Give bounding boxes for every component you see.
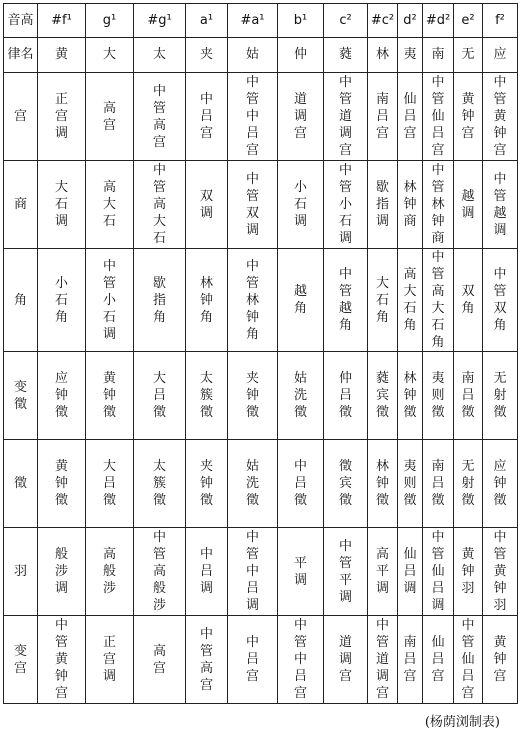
cell-text: 中管越调 <box>493 171 507 238</box>
row-label <box>4 616 38 704</box>
table-cell <box>228 73 278 161</box>
row-label-lvming: 律名 <box>4 38 38 73</box>
table-cell <box>368 440 398 528</box>
lvming-cell: 太 <box>134 38 186 73</box>
table-cell <box>324 440 368 528</box>
lvming-cell: 夹 <box>186 38 228 73</box>
table-cell <box>86 440 134 528</box>
pitch-header: b¹ <box>278 4 324 38</box>
cell-text: 双调 <box>199 188 213 221</box>
table-cell <box>398 616 423 704</box>
lvming-cell: 应 <box>483 38 518 73</box>
row-label-text: 变徵 <box>13 379 27 412</box>
cell-text: 徵宾徵 <box>338 459 352 508</box>
cell-text: 无射徵 <box>461 459 475 508</box>
pitch-header: #c² <box>368 4 398 38</box>
cell-text: 南吕宫 <box>403 635 417 684</box>
cell-text: 歇指调 <box>375 180 389 229</box>
cell-text: 中管黄钟羽 <box>493 530 507 613</box>
table-cell <box>423 161 454 249</box>
lvming-cell: 黄 <box>38 38 86 73</box>
row-label <box>4 528 38 616</box>
row-label-text: 商 <box>13 197 27 212</box>
cell-text: 仲吕徵 <box>338 371 352 420</box>
table-cell <box>454 528 483 616</box>
table-cell <box>134 73 186 161</box>
cell-text: 般涉调 <box>54 547 68 596</box>
cell-text: 南吕宫 <box>375 92 389 141</box>
cell-text: 高般涉 <box>102 547 116 596</box>
table-cell <box>324 352 368 440</box>
table-cell <box>278 440 324 528</box>
cell-text: 仙吕调 <box>403 547 417 596</box>
table-cell <box>86 616 134 704</box>
lvming-cell: 姑 <box>228 38 278 73</box>
table-cell <box>86 73 134 161</box>
cell-text: 林钟角 <box>199 275 213 325</box>
table-cell <box>134 440 186 528</box>
cell-text: 道调宫 <box>338 635 352 684</box>
cell-text: 歇指角 <box>152 275 166 325</box>
table-cell <box>228 528 278 616</box>
cell-text: 中管双角 <box>493 267 507 333</box>
mode-row <box>4 616 518 704</box>
cell-text: 中管仙吕宫 <box>461 618 475 701</box>
table-cell <box>423 249 454 352</box>
table-cell <box>423 440 454 528</box>
pitch-header: c² <box>324 4 368 38</box>
cell-text: 正宫调 <box>102 635 116 684</box>
table-cell <box>186 528 228 616</box>
cell-text: 夹钟徵 <box>245 371 259 420</box>
cell-text: 中管道调宫 <box>375 618 389 701</box>
lvming-cell: 无 <box>454 38 483 73</box>
lvming-cell: 仲 <box>278 38 324 73</box>
table-cell <box>398 528 423 616</box>
table-cell <box>186 616 228 704</box>
table-cell <box>368 161 398 249</box>
cell-text: 高平调 <box>375 547 389 596</box>
table-cell <box>324 73 368 161</box>
table-cell <box>134 528 186 616</box>
cell-text: 中管黄钟宫 <box>54 618 68 701</box>
cell-text: 中管林钟商 <box>431 163 445 246</box>
mode-row <box>4 528 518 616</box>
table-cell <box>324 249 368 352</box>
cell-text: 蕤宾徵 <box>375 371 389 420</box>
cell-text: 中管高大石 <box>152 163 166 246</box>
table-cell <box>423 73 454 161</box>
mode-row <box>4 249 518 352</box>
cell-text: 中吕宫 <box>245 635 259 684</box>
cell-text: 小石调 <box>293 180 307 229</box>
table-cell <box>186 249 228 352</box>
cell-text: 中管高大石角 <box>431 250 445 350</box>
cell-text: 大吕徵 <box>152 371 166 420</box>
table-cell <box>186 73 228 161</box>
table-cell <box>398 352 423 440</box>
cell-text: 越角 <box>293 284 307 316</box>
table-cell <box>228 440 278 528</box>
cell-text: 中管中吕宫 <box>245 75 259 158</box>
row-label <box>4 73 38 161</box>
table-cell <box>324 616 368 704</box>
row-label-text: 变宫 <box>13 643 27 676</box>
table-cell <box>134 161 186 249</box>
table-cell <box>38 73 86 161</box>
table-cell <box>86 161 134 249</box>
table-cell <box>38 616 86 704</box>
table-cell <box>278 249 324 352</box>
table-cell <box>38 440 86 528</box>
cell-text: 黄钟宫 <box>493 635 507 684</box>
table-cell <box>423 616 454 704</box>
pitch-header: a¹ <box>186 4 228 38</box>
cell-text: 仙吕宫 <box>403 92 417 141</box>
cell-text: 双角 <box>461 284 475 316</box>
mode-row <box>4 73 518 161</box>
table-cell <box>483 440 518 528</box>
row-label-text: 羽 <box>13 564 27 579</box>
table-cell <box>324 528 368 616</box>
table-cell <box>398 440 423 528</box>
table-cell <box>186 352 228 440</box>
table-cell <box>454 161 483 249</box>
row-label-text: 徵 <box>13 476 27 491</box>
table-cell <box>368 616 398 704</box>
row-label-text: 宫 <box>13 109 27 124</box>
pitch-header: g¹ <box>86 4 134 38</box>
cell-text: 中管中吕调 <box>245 530 259 613</box>
table-cell <box>228 249 278 352</box>
table-cell <box>454 73 483 161</box>
table-cell <box>278 528 324 616</box>
table-cell <box>483 616 518 704</box>
cell-text: 平调 <box>293 555 307 588</box>
lvming-cell: 大 <box>86 38 134 73</box>
table-cell <box>186 161 228 249</box>
cell-text: 夹钟徵 <box>199 459 213 508</box>
table-cell <box>454 616 483 704</box>
table-cell <box>483 352 518 440</box>
cell-text: 中管仙吕宫 <box>431 75 445 158</box>
cell-text: 中管道调宫 <box>338 75 352 158</box>
cell-text: 中管小石调 <box>338 163 352 246</box>
cell-text: 中吕调 <box>199 547 213 596</box>
row-label <box>4 352 38 440</box>
cell-text: 小石角 <box>54 275 68 325</box>
table-cell <box>278 616 324 704</box>
cell-text: 中管平调 <box>338 538 352 605</box>
cell-text: 中管高宫 <box>152 83 166 150</box>
cell-text: 太簇徵 <box>152 459 166 508</box>
table-cell <box>483 249 518 352</box>
table-cell <box>398 161 423 249</box>
table-cell <box>278 352 324 440</box>
cell-text: 黄钟徵 <box>102 371 116 420</box>
cell-text: 高大石角 <box>403 267 417 333</box>
mode-row <box>4 352 518 440</box>
table-cell <box>134 616 186 704</box>
table-cell <box>483 528 518 616</box>
cell-text: 中管高宫 <box>199 626 213 693</box>
cell-text: 南吕徵 <box>431 459 445 508</box>
cell-text: 越调 <box>461 188 475 221</box>
cell-text: 黄钟徵 <box>54 459 68 508</box>
cell-text: 中吕徵 <box>293 459 307 508</box>
lvming-cell: 夷 <box>398 38 423 73</box>
row-label <box>4 440 38 528</box>
lvming-cell: 蕤 <box>324 38 368 73</box>
table-cell <box>483 161 518 249</box>
table-cell <box>38 352 86 440</box>
cell-text: 大吕徵 <box>102 459 116 508</box>
table-cell <box>38 249 86 352</box>
cell-text: 中管林钟角 <box>245 258 259 342</box>
cell-text: 高宫 <box>152 643 166 676</box>
cell-text: 高宫 <box>102 100 116 133</box>
table-cell <box>423 528 454 616</box>
table-cell <box>454 352 483 440</box>
table-cell <box>398 249 423 352</box>
cell-text: 中管中吕宫 <box>293 618 307 701</box>
table-caption: (杨荫浏制表) <box>424 715 500 730</box>
scale-mode-table <box>3 3 518 704</box>
cell-text: 姑洗徵 <box>293 371 307 420</box>
cell-text: 夷则徵 <box>403 459 417 508</box>
pitch-header: #g¹ <box>134 4 186 38</box>
cell-text: 应钟徵 <box>493 459 507 508</box>
mode-row <box>4 440 518 528</box>
pitch-header: f² <box>483 4 518 38</box>
lvming-cell: 林 <box>368 38 398 73</box>
cell-text: 大石调 <box>54 180 68 229</box>
cell-text: 中管越角 <box>338 267 352 333</box>
cell-text: 林钟徵 <box>375 459 389 508</box>
table-cell <box>368 249 398 352</box>
cell-text: 大石角 <box>375 275 389 325</box>
table-cell <box>134 352 186 440</box>
cell-text: 太簇徵 <box>199 371 213 420</box>
cell-text: 道调宫 <box>293 92 307 141</box>
table-cell <box>483 73 518 161</box>
table-cell <box>38 528 86 616</box>
table-cell <box>368 528 398 616</box>
table-cell <box>228 352 278 440</box>
cell-text: 黄钟宫 <box>461 92 475 141</box>
table-cell <box>134 249 186 352</box>
table-cell <box>398 73 423 161</box>
pitch-header: d² <box>398 4 423 38</box>
table-cell <box>86 249 134 352</box>
pitch-header: #a¹ <box>228 4 278 38</box>
cell-text: 仙吕宫 <box>431 635 445 684</box>
cell-text: 南吕徵 <box>461 371 475 420</box>
lvming-cell: 南 <box>423 38 454 73</box>
cell-text: 中管双调 <box>245 171 259 238</box>
cell-text: 无射徵 <box>493 371 507 420</box>
cell-text: 正宫调 <box>54 92 68 141</box>
row-label <box>4 161 38 249</box>
cell-text: 中管仙吕调 <box>431 530 445 613</box>
table-cell <box>228 161 278 249</box>
table-cell <box>278 73 324 161</box>
table-cell <box>454 440 483 528</box>
table-cell <box>228 616 278 704</box>
table-cell <box>454 249 483 352</box>
cell-text: 高大石 <box>102 180 116 229</box>
pitch-header: e² <box>454 4 483 38</box>
table-cell <box>368 73 398 161</box>
cell-text: 姑洗徵 <box>245 459 259 508</box>
cell-text: 中管小石调 <box>102 258 116 342</box>
table-cell <box>38 161 86 249</box>
cell-text: 林钟商 <box>403 180 417 229</box>
cell-text: 中吕宫 <box>199 92 213 141</box>
header-row <box>4 4 518 38</box>
mode-row <box>4 161 518 249</box>
table-cell <box>86 528 134 616</box>
table-cell <box>368 352 398 440</box>
pitch-header: #d² <box>423 4 454 38</box>
lvming-row <box>4 38 518 73</box>
cell-text: 应钟徵 <box>54 371 68 420</box>
cell-text: 中管高般涉 <box>152 530 166 613</box>
row-label-text: 角 <box>13 292 27 308</box>
row-label <box>4 249 38 352</box>
table-cell <box>186 440 228 528</box>
cell-text: 黄钟羽 <box>461 547 475 596</box>
table-cell <box>86 352 134 440</box>
cell-text: 中管黄钟宫 <box>493 75 507 158</box>
cell-text: 夷则徵 <box>431 371 445 420</box>
table-cell <box>278 161 324 249</box>
cell-text: 林钟徵 <box>403 371 417 420</box>
table-cell <box>324 161 368 249</box>
table-cell <box>423 352 454 440</box>
pitch-header: #f¹ <box>38 4 86 38</box>
corner-cell: 音高 <box>4 4 38 38</box>
